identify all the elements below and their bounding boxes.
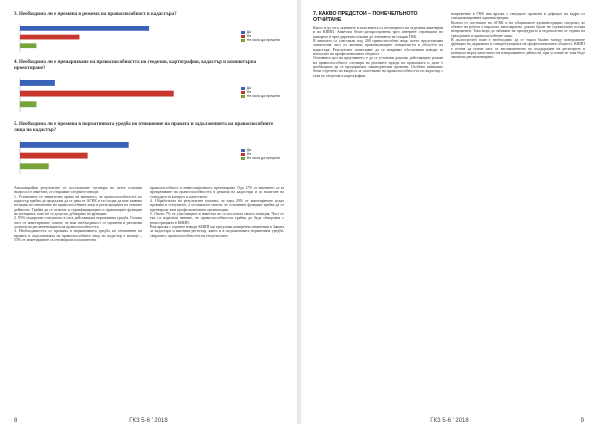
legend-no: Не — [241, 90, 280, 94]
question-5-title: 5. Необходима ли е промяна в нормативната уредба по отношение на правата и задълженията на правоспособните лица по кадастър? — [14, 122, 274, 133]
bar-Не — [20, 35, 79, 40]
right-column-2-text: напрежение в ГКК във връзка с текущите промени и дефицит на кадри от специализираните администрации. Колеги от системата на АГКК и на общинските администрации споделят, че обемът на работа е нараснал многократно, докато броят на служителите остава непроменен. Това води до забавяне на процедурите и недоволство от страна на гражданите и правоспособните лица. В дългосрочен план е необходимо да се търси баланс между контролните функции на държавата и саморегулацията на професионалната общност. КИИП е готова да поеме част от ангажиментите по поддържане на регистрите и контрола върху качеството на извършваните дейности, при условие че това бъде законово регламентирано. — [451, 12, 585, 60]
bar-Не — [20, 91, 174, 97]
chart-4-legend — [241, 86, 280, 98]
journal-label-left: ГКЗ 5-6 ' 2018 — [129, 418, 168, 424]
legend-unsure: Не мога да преценя — [241, 94, 280, 98]
chart-5-legend — [241, 148, 280, 160]
page-number-left: 8 — [14, 418, 18, 424]
right-page — [301, 0, 598, 424]
bar-Не-мога-да-преценя — [20, 101, 36, 107]
left-column-2-text: правоспособност и инвестиционното проектиране. Ода 17% от мнението са за прекратяване на правоспособността в режима на кадастъра и за налагане на стандарти за контрол и качеството. 4. Обработката на резултатите показва, че едва 29% от анкетираните искат промяна в статуквото, а останалите смятат, че основните функции трябва да се прехвърлят към професионалната организация. 5. Около 7% от участниците в анкетата не са посочили своята позиция. Част от тях са изразили мнение, че правоспособността трябва да бъде обвързана с регистрацията в КИИП. Във връзка с горните изводи КИИП ще предложи конкретни изменения в Закона за кадастъра и имотния регистър, както и в подзаконовата нормативна уредба, свързана с правоспособността на геодезистите. — [150, 186, 284, 238]
question-4-title: 4. Необходима ли е пренарязване на правоспособността по геодезия, картография, кадастър и компютърна проектиране? — [14, 60, 257, 71]
legend-no: Не — [241, 152, 280, 156]
journal-label-right: ГКЗ 5-6 ' 2018 — [430, 418, 469, 424]
bar-Да — [20, 80, 55, 86]
legend-yes: Да — [241, 86, 280, 90]
legend-yes: Да — [241, 30, 280, 34]
bar-Не-мога-да-преценя — [20, 163, 49, 169]
chart-question-4 — [14, 76, 284, 116]
question-3-title: 3. Необходима ли е промяна в режима на правоспособност в кадастъра? — [14, 12, 177, 17]
chart-3-legend — [241, 30, 280, 42]
bar-Да — [20, 142, 129, 148]
bar-Не-мога-да-преценя — [20, 43, 36, 48]
chart-question-5 — [14, 138, 284, 178]
bar-Да — [20, 26, 149, 31]
page-number-right: 9 — [580, 418, 584, 424]
legend-unsure: Не мога да преценя — [241, 156, 280, 160]
legend-unsure: Не мога да преценя — [241, 38, 280, 42]
bar-Не — [20, 153, 88, 159]
chart-question-3 — [14, 22, 284, 56]
legend-no: Не — [241, 34, 280, 38]
section-heading: 7. КАКВО ПРЕДСТОИ – ПОНЕЧЕЛЪНОТО ОТЧИТАНЕ — [313, 11, 418, 23]
left-column-1-text: Анализирайки резултатите от постъпилите отговори на петте основни въпроса от анкетата, се открояват следните изводи: 1. Установено се значително право на мнението, че правоспособността по кадастър трябва да продължи да се дава от АГКК и тя следва да има заявена позиция по отношение на правоспособните лица и регистрацията на техните дейности. Трябва да се отчитат и сертифициращите и приемащите функции на агенцията, като не се допуска дублиране на функции. 2. 95% подкрепят статуквото в сега действащата нормативна уредба. Голяма част от анкетираните смятат, че има необходимост от промени в различни аспекти на регламентацията на правоспособността. 3. Необходимостта от промяна в нормативната уредба по отношение на правата и задълженията на правоспособните лица по кадастър е налице – 53% от анкетираните са отговорили положително. — [14, 186, 142, 243]
left-page — [0, 0, 297, 424]
right-column-1-text: Както и до сега, оценките в тази анкета са отговорност на отделния анкетиран и на КИИП. Анкетата беше разпространена чрез интернет страницата на камарата и чрез директни покани до членовете на секция ГКК. В анкетата са участвали над 200 правоспособни лица, което представлява значителна част от активно практикуващите специалисти в областта на кадастъра. Резултатите позволяват да се направят обосновани изводи за нагласите на професионалната общност. Основната цел на проучването е да се установи доколко действащият режим на правоспособност отговаря на реалните нужди на практиката и дали е необходимо да се предприемат законодателни промени. Особено внимание беше отделено на въпроса за съчетаване на правоспособността по кадастър с тази по геодезия и картография. — [313, 26, 443, 78]
legend-yes: Да — [241, 148, 280, 152]
